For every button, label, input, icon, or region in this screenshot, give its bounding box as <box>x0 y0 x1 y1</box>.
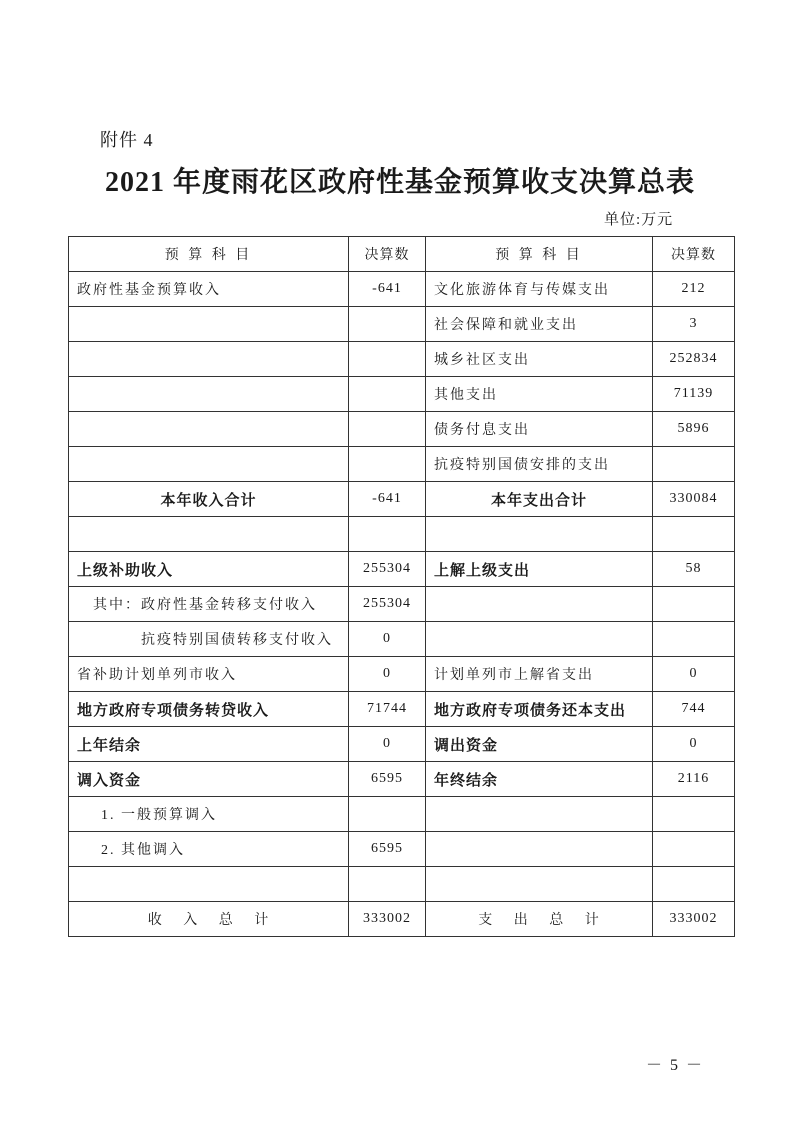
table-row <box>69 377 735 412</box>
document-title: 2021 年度雨花区政府性基金预算收支决算总表 <box>104 167 695 198</box>
expense-subtotal-value: 330084 <box>653 482 735 517</box>
header-expense-item: 预 算 科 目 <box>426 237 653 272</box>
empty-cell <box>349 867 426 902</box>
expense-item-value: 71139 <box>653 377 735 412</box>
expense-item-value: 744 <box>653 692 735 727</box>
header-income-item: 预 算 科 目 <box>69 237 349 272</box>
budget-table <box>68 236 735 937</box>
income-total-value: 333002 <box>349 902 426 937</box>
expense-item-value: 0 <box>653 727 735 762</box>
empty-cell <box>69 517 349 552</box>
table-row <box>69 622 735 657</box>
expense-item-label: 调出资金 <box>426 727 653 762</box>
empty-cell <box>426 832 653 867</box>
empty-cell <box>653 587 735 622</box>
income-subtotal-value: -641 <box>349 482 426 517</box>
table-row <box>69 797 735 832</box>
table-row <box>69 272 735 307</box>
header-income-value: 决算数 <box>349 237 426 272</box>
table-row-blank <box>69 517 735 552</box>
header-expense-value: 决算数 <box>653 237 735 272</box>
income-item-value: 0 <box>349 727 426 762</box>
income-total-label: 收 入 总 计 <box>69 902 349 937</box>
expense-item-value: 0 <box>653 657 735 692</box>
empty-cell <box>426 622 653 657</box>
expense-item-label: 城乡社区支出 <box>426 342 653 377</box>
expense-item-label: 计划单列市上解省支出 <box>426 657 653 692</box>
empty-cell <box>426 797 653 832</box>
income-subitem-value: 0 <box>349 622 426 657</box>
empty-cell <box>69 307 349 342</box>
expense-item-value: 212 <box>653 272 735 307</box>
table-row <box>69 692 735 727</box>
expense-subtotal-label: 本年支出合计 <box>426 482 653 517</box>
table-row <box>69 447 735 482</box>
income-item-label: 地方政府专项债务转贷收入 <box>69 692 349 727</box>
income-item-label: 政府性基金预算收入 <box>69 272 349 307</box>
expense-item-value: 2116 <box>653 762 735 797</box>
grand-total-row <box>69 902 735 937</box>
income-item-value: 6595 <box>349 762 426 797</box>
income-subtotal-label: 本年收入合计 <box>69 482 349 517</box>
income-item-value: 71744 <box>349 692 426 727</box>
empty-cell <box>426 867 653 902</box>
expense-item-label: 年终结余 <box>426 762 653 797</box>
table-row <box>69 657 735 692</box>
table-row <box>69 762 735 797</box>
expense-item-value: 5896 <box>653 412 735 447</box>
income-item-value: 0 <box>349 657 426 692</box>
table-row <box>69 552 735 587</box>
empty-cell <box>349 517 426 552</box>
empty-cell <box>653 797 735 832</box>
empty-cell <box>426 587 653 622</box>
income-subitem-value: 6595 <box>349 832 426 867</box>
table-row <box>69 412 735 447</box>
expense-item-value: 3 <box>653 307 735 342</box>
empty-cell <box>69 867 349 902</box>
expense-item-label: 上解上级支出 <box>426 552 653 587</box>
empty-cell <box>653 867 735 902</box>
expense-total-label: 支 出 总 计 <box>426 902 653 937</box>
income-subitem-label: 抗疫特别国债转移支付收入 <box>69 622 349 657</box>
income-subitem-label: 1. 一般预算调入 <box>69 797 349 832</box>
empty-cell <box>349 412 426 447</box>
table-row-blank <box>69 867 735 902</box>
unit-label: 单位:万元 <box>604 212 674 228</box>
income-item-label: 上级补助收入 <box>69 552 349 587</box>
income-item-label: 省补助计划单列市收入 <box>69 657 349 692</box>
empty-cell <box>349 797 426 832</box>
table-row <box>69 832 735 867</box>
empty-cell <box>69 447 349 482</box>
expense-total-value: 333002 <box>653 902 735 937</box>
empty-cell <box>69 412 349 447</box>
empty-cell <box>426 517 653 552</box>
empty-cell <box>349 377 426 412</box>
expense-item-value: 58 <box>653 552 735 587</box>
empty-cell <box>69 342 349 377</box>
expense-item-label: 其他支出 <box>426 377 653 412</box>
empty-cell <box>653 622 735 657</box>
empty-cell <box>653 832 735 867</box>
expense-item-label: 债务付息支出 <box>426 412 653 447</box>
attachment-label: 附件 4 <box>100 130 154 150</box>
empty-cell <box>653 517 735 552</box>
income-item-label: 调入资金 <box>69 762 349 797</box>
table-row <box>69 307 735 342</box>
expense-item-label: 社会保障和就业支出 <box>426 307 653 342</box>
income-subitem-value: 255304 <box>349 587 426 622</box>
income-item-value: -641 <box>349 272 426 307</box>
expense-item-value: 252834 <box>653 342 735 377</box>
income-subitem-label: 2. 其他调入 <box>69 832 349 867</box>
expense-item-label: 文化旅游体育与传媒支出 <box>426 272 653 307</box>
table-row <box>69 587 735 622</box>
empty-cell <box>349 447 426 482</box>
expense-item-label: 地方政府专项债务还本支出 <box>426 692 653 727</box>
table-row <box>69 727 735 762</box>
page-number: － 5 － <box>646 1057 705 1074</box>
table-row <box>69 342 735 377</box>
empty-cell <box>653 447 735 482</box>
empty-cell <box>69 377 349 412</box>
empty-cell <box>349 342 426 377</box>
income-item-label: 上年结余 <box>69 727 349 762</box>
income-subitem-label: 其中：政府性基金转移支付收入 <box>69 587 349 622</box>
income-item-value: 255304 <box>349 552 426 587</box>
subtotal-row <box>69 482 735 517</box>
expense-item-label: 抗疫特别国债安排的支出 <box>426 447 653 482</box>
table-header-row <box>69 237 735 272</box>
empty-cell <box>349 307 426 342</box>
